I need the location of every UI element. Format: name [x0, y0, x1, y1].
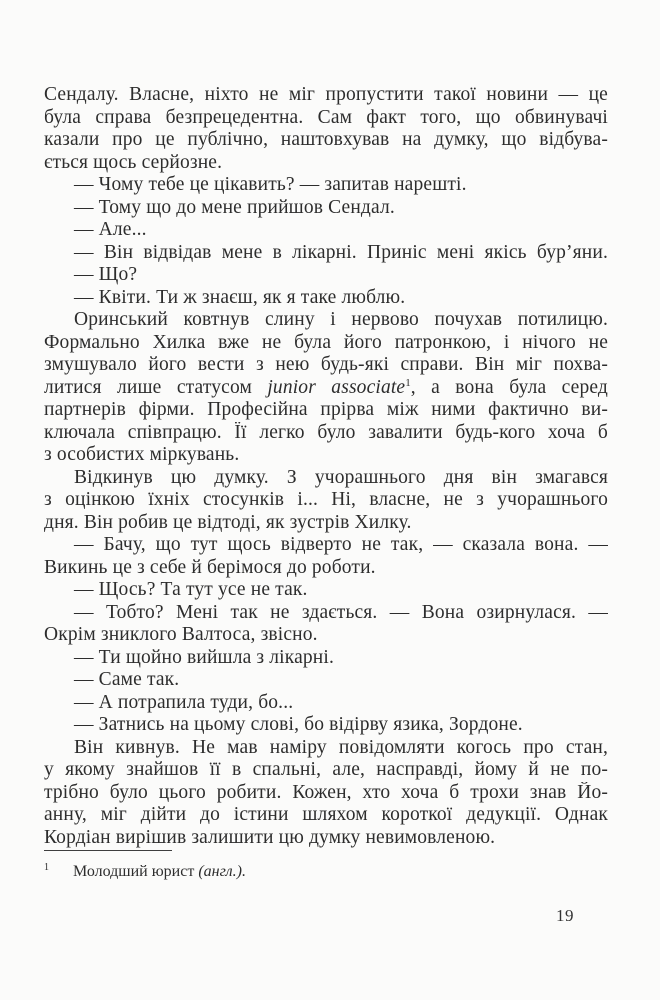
text-line: — Що? — [74, 264, 138, 285]
text-line: — Він відвідав мене в лікарні. Приніс мені якісь бур’яни. — [74, 241, 608, 263]
text-line: — А потрапила туди, бо... — [74, 691, 294, 713]
text-line: ключала співпрацю. Її легко було завалити будь-кого хоча б — [44, 421, 608, 443]
footnote-divider — [44, 850, 172, 851]
footnote — [44, 858, 608, 882]
text-line: Відкинув цю думку. З учорашнього дня він змагався — [74, 466, 608, 488]
text-line: дня. Він робив це відтоді, як зустрів Хилку. — [44, 511, 412, 533]
text-line: казали про це публічно, наштовхував на думку, що відбува- — [44, 129, 608, 150]
text-line: — Затнись на цьому слові, бо відірву язика, Зордоне. — [74, 714, 523, 735]
text-line: Оринський ковтнув слину і нервово почухав потилицю. — [74, 309, 608, 330]
text-line: Формально Хилка вже не була його патронкою, і нічого не — [44, 331, 608, 353]
text-line: ється щось серйозне. — [44, 151, 223, 173]
text-line: — Але... — [74, 219, 147, 240]
text-line: з особистих міркувань. — [44, 444, 240, 465]
text-line: литися лише статусом junior associate$^1$, а вона була серед — [44, 376, 608, 398]
text-line: Сендалу. Власне, ніхто не міг пропустити такої новини — це — [44, 84, 608, 105]
text-line: — Бачу, що тут щось відверто не так, — сказала вона. — — [74, 534, 608, 555]
page-text — [44, 84, 608, 849]
text-line: — Щось? Та тут усе не так. — [74, 579, 308, 600]
text-line: з оцінкою їхніх стосунків і... Ні, власне, не з учорашнього — [44, 489, 608, 510]
text-line: була справа безпрецедентна. Сам факт того, що обвинувачі — [44, 106, 608, 128]
text-line: партнерів фірми. Професійна прірва між ними фактично ви- — [44, 399, 608, 420]
text-line: — Квіти. Ти ж знаєш, як я таке люблю. — [74, 286, 406, 308]
text-line: Кордіан вирішив залишити цю думку невимовленою. — [44, 826, 496, 848]
text-line: — Ти щойно вийшла з лікарні. — [74, 646, 334, 668]
text-line: Він кивнув. Не мав наміру повідомляти когось про стан, — [74, 736, 608, 758]
footnote-text: Молодший юрист (англ.). — [73, 863, 246, 880]
text-line: Викинь це з себе й берімося до роботи. — [44, 556, 376, 578]
text-line: — Тобто? Мені так не здається. — Вона озирнулася. — — [74, 601, 608, 623]
text-line: — Саме так. — [74, 669, 180, 690]
text-line: змушувало його вести з нею будь-які справи. Він міг похва- — [44, 354, 608, 375]
text-line: у якому знайшов її в спальні, але, насправді, йому й не по- — [44, 759, 608, 780]
text-line: — Тому що до мене прийшов Сендал. — [74, 196, 395, 218]
text-line: Окрім зниклого Валтоса, звісно. — [44, 624, 318, 645]
text-line: — Чому тебе це цікавить? — запитав нарешті. — [74, 174, 467, 195]
text-line: трібно було цього робити. Кожен, хто хоча б трохи знав Йо- — [44, 781, 608, 803]
page-number: 19 — [556, 906, 574, 925]
text-line: анну, міг дійти до істини шляхом короткої дедукції. Однак — [44, 804, 608, 825]
footnote-marker: 1 — [44, 862, 49, 873]
